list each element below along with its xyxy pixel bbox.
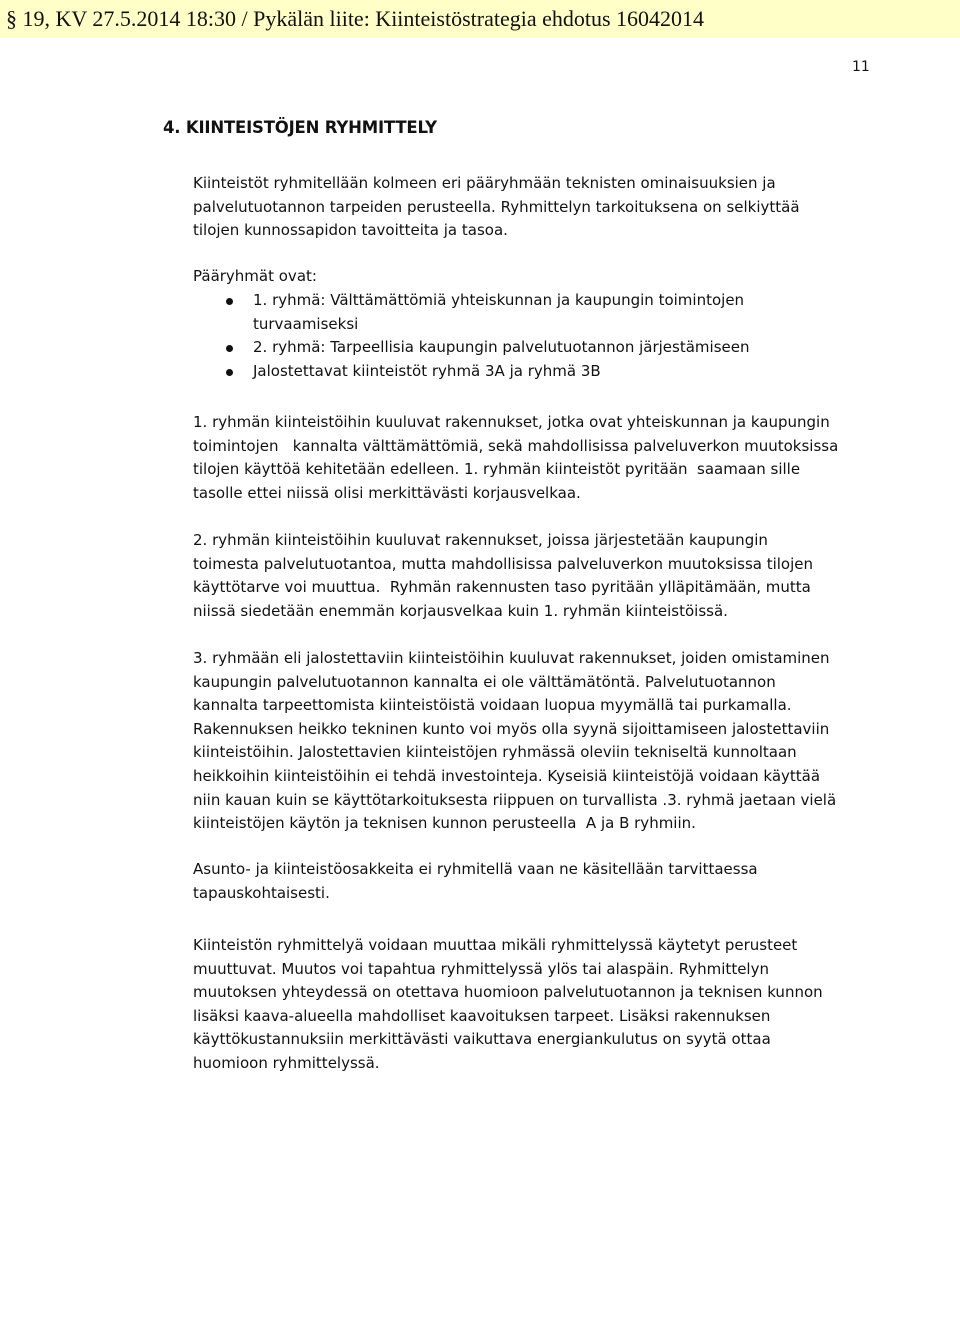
bullet-icon xyxy=(226,298,233,305)
text-line: 1. ryhmän kiinteistöihin kuuluvat rakennukset, jotka ovat yhteiskunnan ja kaupungin xyxy=(193,413,830,431)
intro-paragraph xyxy=(193,172,883,243)
text-line: 2. ryhmän kiinteistöihin kuuluvat rakennukset, joissa järjestetään kaupungin xyxy=(193,531,768,549)
text-line: 2. ryhmä: Tarpeellisia kaupungin palvelutuotannon järjestämiseen xyxy=(253,338,750,357)
list-item xyxy=(193,336,883,360)
group-2-paragraph xyxy=(193,529,883,623)
text-line: muutoksen yhteydessä on otettava huomioon palvelutuotannon ja teknisen kunnon xyxy=(193,983,823,1002)
apartments-paragraph xyxy=(193,858,883,905)
text-line: käyttötarve voi muuttua. Ryhmän rakennusten taso pyritään ylläpitämään, mutta xyxy=(193,578,811,597)
text-line: kiinteistöjen käytön ja teknisen kunnon perusteella A ja B ryhmiin. xyxy=(193,814,696,833)
text-line: Jalostettavat kiinteistöt ryhmä 3A ja ryhmä 3B xyxy=(253,361,601,380)
main-groups-list xyxy=(193,289,883,383)
text-line: toimesta palvelutuotantoa, mutta mahdollisissa palveluverkon muutoksissa tilojen xyxy=(193,554,814,573)
text-line: huomioon ryhmittelyssä. xyxy=(193,1053,380,1072)
text-line: kiinteistöihin. Jalostettavien kiinteistöjen ryhmässä oleviin tekniseltä kunnoltaan xyxy=(193,743,797,762)
text-line: muuttuvat. Muutos voi tapahtua ryhmittelyssä ylös tai alaspäin. Ryhmittelyn xyxy=(193,959,769,978)
page-number: 11 xyxy=(852,59,870,75)
text-line: Rakennuksen heikko tekninen kunto voi myös olla syynä sijoittamiseen jalostettaviin xyxy=(193,719,830,738)
text-line: kannalta tarpeettomista kiinteistöistä voidaan luopua myymällä tai purkamalla. xyxy=(193,696,792,715)
text-line: heikkoihin kiinteistöihin ei tehdä investointeja. Kyseisiä kiinteistöjä voidaan käyttää xyxy=(193,766,821,785)
text-line: turvaamiseksi xyxy=(253,314,359,333)
text-line: toimintojen kannalta välttämättömiä, sekä mahdollisissa palveluverkon muutoksissa xyxy=(193,436,839,455)
text-line: tapauskohtaisesti. xyxy=(193,883,330,902)
bullet-icon xyxy=(226,369,233,376)
text-line: Asunto- ja kiinteistöosakkeita ei ryhmitellä vaan ne käsitellään tarvittaessa xyxy=(193,860,758,878)
section-heading: 4. KIINTEISTÖJEN RYHMITTELY xyxy=(163,118,437,137)
text-line: palvelutuotannon tarpeiden perusteella. Ryhmittelyn tarkoituksena on selkiyttää xyxy=(193,197,800,216)
list-item xyxy=(193,360,883,384)
text-line: tilojen kunnossapidon tavoitteita ja tasoa. xyxy=(193,221,508,240)
main-groups-label: Pääryhmät ovat: xyxy=(193,267,317,285)
text-line: käyttökustannuksiin merkittävästi vaikuttava energiankulutus on syytä ottaa xyxy=(193,1030,771,1049)
group-1-paragraph xyxy=(193,411,883,505)
bullet-icon xyxy=(226,345,233,352)
text-line: lisäksi kaava-alueella mahdolliset kaavoituksen tarpeet. Lisäksi rakennuksen xyxy=(193,1006,771,1025)
text-line: niissä siedetään enemmän korjausvelkaa kuin 1. ryhmän kiinteistöissä. xyxy=(193,601,728,620)
text-line: Kiinteistön ryhmittelyä voidaan muuttaa mikäli ryhmittelyssä käytetyt perusteet xyxy=(193,936,798,954)
group-3-paragraph xyxy=(193,647,883,836)
text-line: tasolle ettei niissä olisi merkittävästi korjausvelkaa. xyxy=(193,483,581,502)
text-line: kaupungin palvelutuotannon kannalta ei ole välttämätöntä. Palvelutuotannon xyxy=(193,672,776,691)
text-line: Kiinteistöt ryhmitellään kolmeen eri pääryhmään teknisten ominaisuuksien ja xyxy=(193,174,776,192)
text-line: niin kauan kuin se käyttötarkoituksesta riippuen on turvallista .3. ryhmä jaetaan vielä xyxy=(193,790,837,809)
document-banner: § 19, KV 27.5.2014 18:30 / Pykälän liite: Kiinteistöstrategia ehdotus 16042014 xyxy=(0,0,960,38)
list-item xyxy=(193,289,883,336)
text-line: 1. ryhmä: Välttämättömiä yhteiskunnan ja kaupungin toimintojen xyxy=(253,291,745,309)
changes-paragraph xyxy=(193,934,883,1076)
text-line: 3. ryhmään eli jalostettaviin kiinteistöihin kuuluvat rakennukset, joiden omistaminen xyxy=(193,649,830,667)
text-line: tilojen käyttöä kehitetään edelleen. 1. ryhmän kiinteistöt pyritään saamaan sille xyxy=(193,460,801,479)
